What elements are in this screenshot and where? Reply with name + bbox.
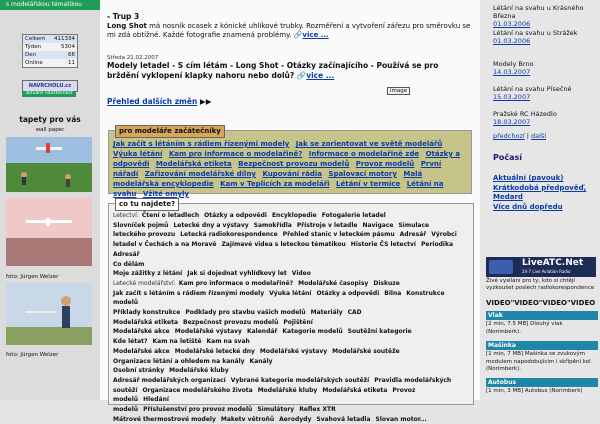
contents-line	[113, 260, 471, 270]
contents-link[interactable]: Modelářské výstavy	[174, 328, 242, 336]
contents-link[interactable]: Příklady konstrukce	[113, 309, 181, 317]
contents-link[interactable]: Diskuze	[373, 279, 400, 287]
contents-link[interactable]: Bilna	[384, 289, 402, 297]
navrcholu-subtitle[interactable]: aktuální návštěvnost	[22, 91, 76, 97]
liveatc-banner[interactable]	[486, 257, 596, 277]
more-link[interactable]: vice ...	[302, 31, 329, 39]
contents-line	[113, 318, 471, 328]
counter-value: 5304	[61, 44, 75, 50]
contents-link[interactable]: Otázky a odpovědi	[316, 289, 380, 297]
previous-link[interactable]: předchozí	[493, 132, 525, 140]
photo-credit: foto: Jürgen Welzer	[6, 352, 59, 358]
contents-link[interactable]: Maketv větroňů	[220, 415, 275, 423]
pilot-photo	[6, 283, 92, 345]
contents-link[interactable]: Organizace modelářského života	[142, 386, 253, 394]
contents-list	[113, 211, 471, 424]
contents-link[interactable]: Mátrové thermostrové modely	[113, 415, 216, 423]
contents-line	[113, 386, 471, 405]
article-bold: Long Shot	[107, 22, 147, 30]
article-date: Středa 21.02.2007	[107, 55, 159, 61]
image-placeholder[interactable]: image	[387, 87, 410, 95]
contents-link[interactable]: Simulátory	[257, 406, 295, 414]
contents-link[interactable]: Kam na svah	[206, 338, 250, 346]
contents-link[interactable]: Zajímavé videa s leteckou tématikou	[221, 241, 346, 249]
weather-link[interactable]: Více dnů dopředu	[493, 202, 563, 211]
counter-value: 411334	[54, 36, 75, 42]
beginner-link[interactable]: Jak se zorientovat ve světě modelářů	[295, 140, 443, 148]
contents-link[interactable]: letadel v Čechách a na Moravě	[113, 241, 217, 249]
event-title: Létání na svahu u Krásného Března	[493, 4, 584, 20]
contents-line	[113, 366, 471, 376]
weather-link[interactable]: Aktuální (pavouk)	[493, 174, 564, 182]
box-title: co tu najdete?	[115, 198, 179, 211]
contents-line	[113, 376, 471, 386]
article-title	[107, 61, 472, 81]
contents-link[interactable]: modelů	[113, 406, 139, 414]
wallpaper-label: wall paper	[35, 127, 65, 133]
contents-link[interactable]: Hledání	[143, 396, 169, 404]
contents-link[interactable]: Konstrukce modelů	[113, 289, 445, 307]
beginner-link[interactable]: První nářadí	[113, 160, 442, 178]
wallpaper-photo-3[interactable]	[6, 283, 92, 345]
pagination: předchozí | další	[493, 132, 547, 140]
video-header: VIDEO"VIDEO"VIDEO"VIDEO	[486, 299, 596, 307]
contents-link[interactable]: Letecká radiokorespondence	[180, 231, 278, 239]
beginner-link[interactable]: Létání na svahu	[113, 180, 444, 198]
contents-link[interactable]: Modelářské letecké dny	[174, 347, 255, 355]
contents-link[interactable]: Modelářské výstavy	[259, 347, 328, 355]
contents-link[interactable]: Aerodydy	[279, 415, 312, 423]
weather-links	[493, 174, 598, 212]
beginner-link[interactable]: Jak začít s létáním s rádiem řízenými modely	[113, 140, 290, 148]
wallpapers-title: tapety pro vás	[19, 115, 81, 124]
contents-link[interactable]: Simulace	[398, 221, 430, 229]
contents-link[interactable]: Pravidla modelářských	[374, 376, 452, 384]
news-article-0	[107, 12, 472, 40]
beginners-links	[113, 139, 467, 199]
contents-link[interactable]: Výrobci	[431, 231, 457, 239]
counter-label: Den	[25, 52, 37, 58]
contents-link[interactable]: Samokřídla	[253, 221, 292, 229]
contents-line	[113, 308, 471, 318]
double-arrow-icon: ▶▶	[199, 97, 212, 106]
event-item	[493, 60, 598, 76]
contents-link[interactable]: Bezpečnost provozu modelů	[183, 318, 279, 326]
section-label: Letecké modelářství:	[113, 279, 176, 287]
contents-link[interactable]: Materiály	[310, 309, 343, 317]
contents-line	[113, 230, 471, 240]
contents-link[interactable]: Jak si dojednat vyhlídkový let	[187, 270, 287, 278]
contents-link[interactable]: Slovníček pojmů	[113, 221, 169, 229]
contents-link[interactable]: Fotogalerie letadel	[321, 212, 386, 219]
beginner-link[interactable]: Kam pro informace o modelařině?	[168, 150, 303, 158]
next-link[interactable]: další	[531, 132, 547, 140]
counter-label: Online	[25, 60, 43, 66]
contents-link[interactable]: Video	[291, 270, 311, 278]
beginner-link[interactable]: Kupování rádia	[262, 170, 322, 178]
contents-link[interactable]: Svahová letadla	[316, 415, 371, 423]
event-item	[493, 29, 598, 45]
glider-sunset-photo	[6, 198, 92, 266]
contents-line	[113, 357, 471, 367]
contents-box	[108, 200, 474, 423]
video-description: [1 min, 3 MB] Autobus (Norimberk)	[486, 388, 583, 394]
more-news-text[interactable]: Přehled dalších změn	[107, 97, 198, 106]
airfield-photo	[6, 137, 92, 192]
beginner-link[interactable]: Výuka létání	[113, 150, 163, 158]
contents-line	[113, 415, 471, 424]
contents-link[interactable]: Modelářské akce	[113, 347, 170, 355]
article-title-text: Modely letadel - S cím létám - Long Shot - Otázky začínajícího - Používá se pro brždění vyklopení klapky nahoru nebo dolů?	[107, 61, 439, 80]
contents-link[interactable]: Podklady pro stavbu vašich modelů	[185, 309, 306, 317]
contents-link[interactable]: Modelářské časopisy	[298, 279, 369, 287]
beginner-link[interactable]: Informace o modelařině zde	[308, 150, 420, 158]
contents-line	[113, 211, 471, 221]
contents-link[interactable]: Adresář	[113, 250, 140, 258]
liveatc-name: LiveATC.Net	[522, 258, 584, 268]
weather-heading: Počasí	[493, 153, 523, 162]
beginner-link[interactable]: Zařizování modelářské dílny	[144, 170, 256, 178]
video-bar[interactable]: Vlak	[486, 311, 598, 320]
top-banner: s modelářskou tématikou	[0, 0, 100, 10]
main-content	[100, 0, 480, 423]
contents-link[interactable]: Přístroje v letadle	[296, 221, 358, 229]
navrcholu-button[interactable]: NAVRCHOLU.cz	[22, 80, 78, 92]
contents-link[interactable]: Otázky a odpovědi	[204, 212, 267, 219]
contents-line	[113, 269, 471, 279]
contents-line	[113, 250, 471, 260]
contents-link[interactable]: Encyklopedie	[271, 212, 317, 219]
liveatc-description: Živé vysílání pro ty, kdo si chtějí vyzkoušet poslech radiokorespondence	[486, 278, 595, 291]
contents-line	[113, 405, 471, 415]
contents-line	[113, 279, 471, 289]
beginner-link[interactable]: Provoz modelů	[355, 160, 415, 168]
contents-link[interactable]: Jak začít s létáním s rádiem řízenými modely	[113, 289, 265, 297]
beginner-link[interactable]: Otázky a odpovědi	[113, 150, 461, 168]
event-item	[493, 110, 598, 126]
contents-link[interactable]: leteckého provozu	[113, 231, 176, 239]
contents-line	[113, 327, 471, 337]
event-date-link[interactable]: 14.03.2007	[493, 68, 531, 76]
counter-label: Celkem	[25, 36, 46, 42]
visitor-counter	[22, 34, 78, 68]
event-item	[493, 85, 598, 101]
beginner-link[interactable]: Létání v termice	[336, 180, 401, 188]
contents-link[interactable]: Slovan motor...	[375, 415, 427, 423]
contents-link[interactable]: Organizace létání a ohledem na kanály	[113, 357, 245, 365]
event-date-link[interactable]: 01.03.2006	[493, 20, 531, 28]
event-title: Modely Brno	[493, 60, 534, 68]
contents-link[interactable]: Čtení o letadlech	[141, 212, 200, 219]
contents-line	[113, 347, 471, 357]
contents-link[interactable]: Moje zážitky z létání	[113, 270, 183, 278]
contents-link[interactable]: Modelářská etiketa	[113, 318, 179, 326]
event-title: Pražské RC Házedlo	[493, 110, 557, 118]
weather-link[interactable]: Krátkodobá předpověď, Medard	[493, 183, 587, 201]
contents-link[interactable]: Modelářské kluby	[257, 386, 318, 394]
video-description: [2 min, 7.5 MB] Dlouhý vlak (Norimberk).	[486, 321, 563, 335]
contents-link[interactable]: Přehled stanic v leteckém pásmu	[282, 231, 395, 239]
contents-link[interactable]: Kam pro informace o modelařině?	[178, 279, 294, 287]
more-link[interactable]: vice ...	[306, 71, 335, 80]
article-text: má nosník ocasek z kónické uhlíkové trubky. Rozměření a vytvoření zářezu pro směrovku se mi zdá obtížné. Každé fotografie znamená problémy.	[107, 22, 471, 39]
contents-line	[113, 240, 471, 250]
contents-link[interactable]: Příslušenství pro provoz modelů	[143, 406, 253, 414]
counter-value: 11	[68, 60, 75, 66]
video-description: [1 min, 7 MB] Mašinka se zvukovým modulem napodobujícím i skřípění kol (Norimberk).	[486, 351, 591, 372]
contents-link[interactable]: Reflex XTR	[299, 406, 336, 414]
article-title: - Trup 3	[107, 12, 140, 21]
beginner-link[interactable]: Kam v Teplicích za modeláři	[220, 180, 330, 188]
contents-link[interactable]: Kalendář	[246, 328, 278, 336]
headset-icon	[489, 260, 513, 274]
contents-link[interactable]: Modelářské kluby	[169, 367, 229, 375]
contents-link[interactable]: Kanály	[249, 357, 273, 365]
right-sidebar	[480, 0, 600, 400]
contents-link[interactable]: Navigace	[362, 221, 394, 229]
contents-link[interactable]: Soutěžní kategorie	[347, 328, 412, 336]
contents-link[interactable]: Kategorie modelů	[282, 328, 343, 336]
contents-link[interactable]: Modelářské akce	[113, 328, 170, 336]
link-icon: 🔗	[296, 71, 307, 80]
beginner-link[interactable]: Vžité omyly	[142, 190, 189, 198]
contents-link[interactable]: Výuka létání	[269, 289, 312, 297]
wallpaper-photo-2[interactable]	[6, 198, 92, 266]
link-icon: 🔗	[293, 31, 303, 39]
beginner-link[interactable]: Spalovací motory	[328, 170, 397, 178]
contents-link[interactable]: Historie ČS letectví	[350, 241, 416, 249]
event-date-link[interactable]: 01.03.2006	[493, 37, 531, 45]
contents-link[interactable]: Adresář modelářských organizací	[113, 376, 226, 384]
section-label: Letectví:	[113, 212, 139, 219]
wallpaper-photo-1[interactable]	[6, 137, 92, 192]
event-title: Létání na svahu Písečné	[493, 85, 572, 93]
video-bar[interactable]: Autobus	[486, 378, 598, 387]
contents-link[interactable]: Provoz modelů	[113, 386, 416, 404]
article-body	[107, 22, 472, 40]
contents-line	[113, 337, 471, 347]
contents-link[interactable]: soutěží	[113, 386, 138, 394]
event-item	[493, 4, 598, 28]
beginner-link[interactable]: Bezpečnost provozu modelů	[238, 160, 350, 168]
counter-label: Týden	[25, 44, 42, 50]
box-title: pro modeláře začátečníky	[115, 125, 225, 138]
contents-link[interactable]: Co dělám	[113, 260, 145, 268]
event-date-link[interactable]: 15.03.2007	[493, 93, 531, 101]
contents-link[interactable]: Periodika	[421, 241, 453, 249]
contents-link[interactable]: Letecké dny a výstavy	[173, 221, 249, 229]
beginners-box	[108, 127, 472, 198]
contents-link[interactable]: Vybrané kategorie modelářských soutěží	[230, 376, 370, 384]
contents-link[interactable]: Modelářská etiketa	[322, 386, 388, 394]
news-article-1	[107, 55, 472, 94]
contents-link[interactable]: Modelářské soutěže	[332, 347, 400, 355]
counter-value: 66	[68, 52, 75, 58]
video-bar[interactable]: Mašinka	[486, 341, 598, 350]
event-title: Létání na svahu u Strážek	[493, 29, 578, 37]
contents-link[interactable]: Osobní stránky	[113, 367, 165, 375]
photo-credit: foto: Jürgen Welzer	[6, 274, 59, 280]
contents-line	[113, 289, 471, 308]
left-sidebar	[0, 0, 100, 400]
more-news-link[interactable]	[107, 97, 211, 106]
contents-link[interactable]: CAD	[347, 309, 362, 317]
contents-link[interactable]: Kde létat?	[113, 338, 148, 346]
contents-link[interactable]: Pojištění	[283, 318, 313, 326]
contents-line	[113, 221, 471, 231]
beginner-link[interactable]: Malá modelářská encyklopedie	[113, 170, 423, 188]
beginner-link[interactable]: Modelářská etiketa	[155, 160, 232, 168]
contents-link[interactable]: Kam na letiště	[152, 338, 202, 346]
contents-link[interactable]: Adresář	[399, 231, 427, 239]
liveatc-subtitle: 24-7 Live Aviation Radio	[522, 269, 571, 274]
event-date-link[interactable]: 18.03.2007	[493, 118, 531, 126]
